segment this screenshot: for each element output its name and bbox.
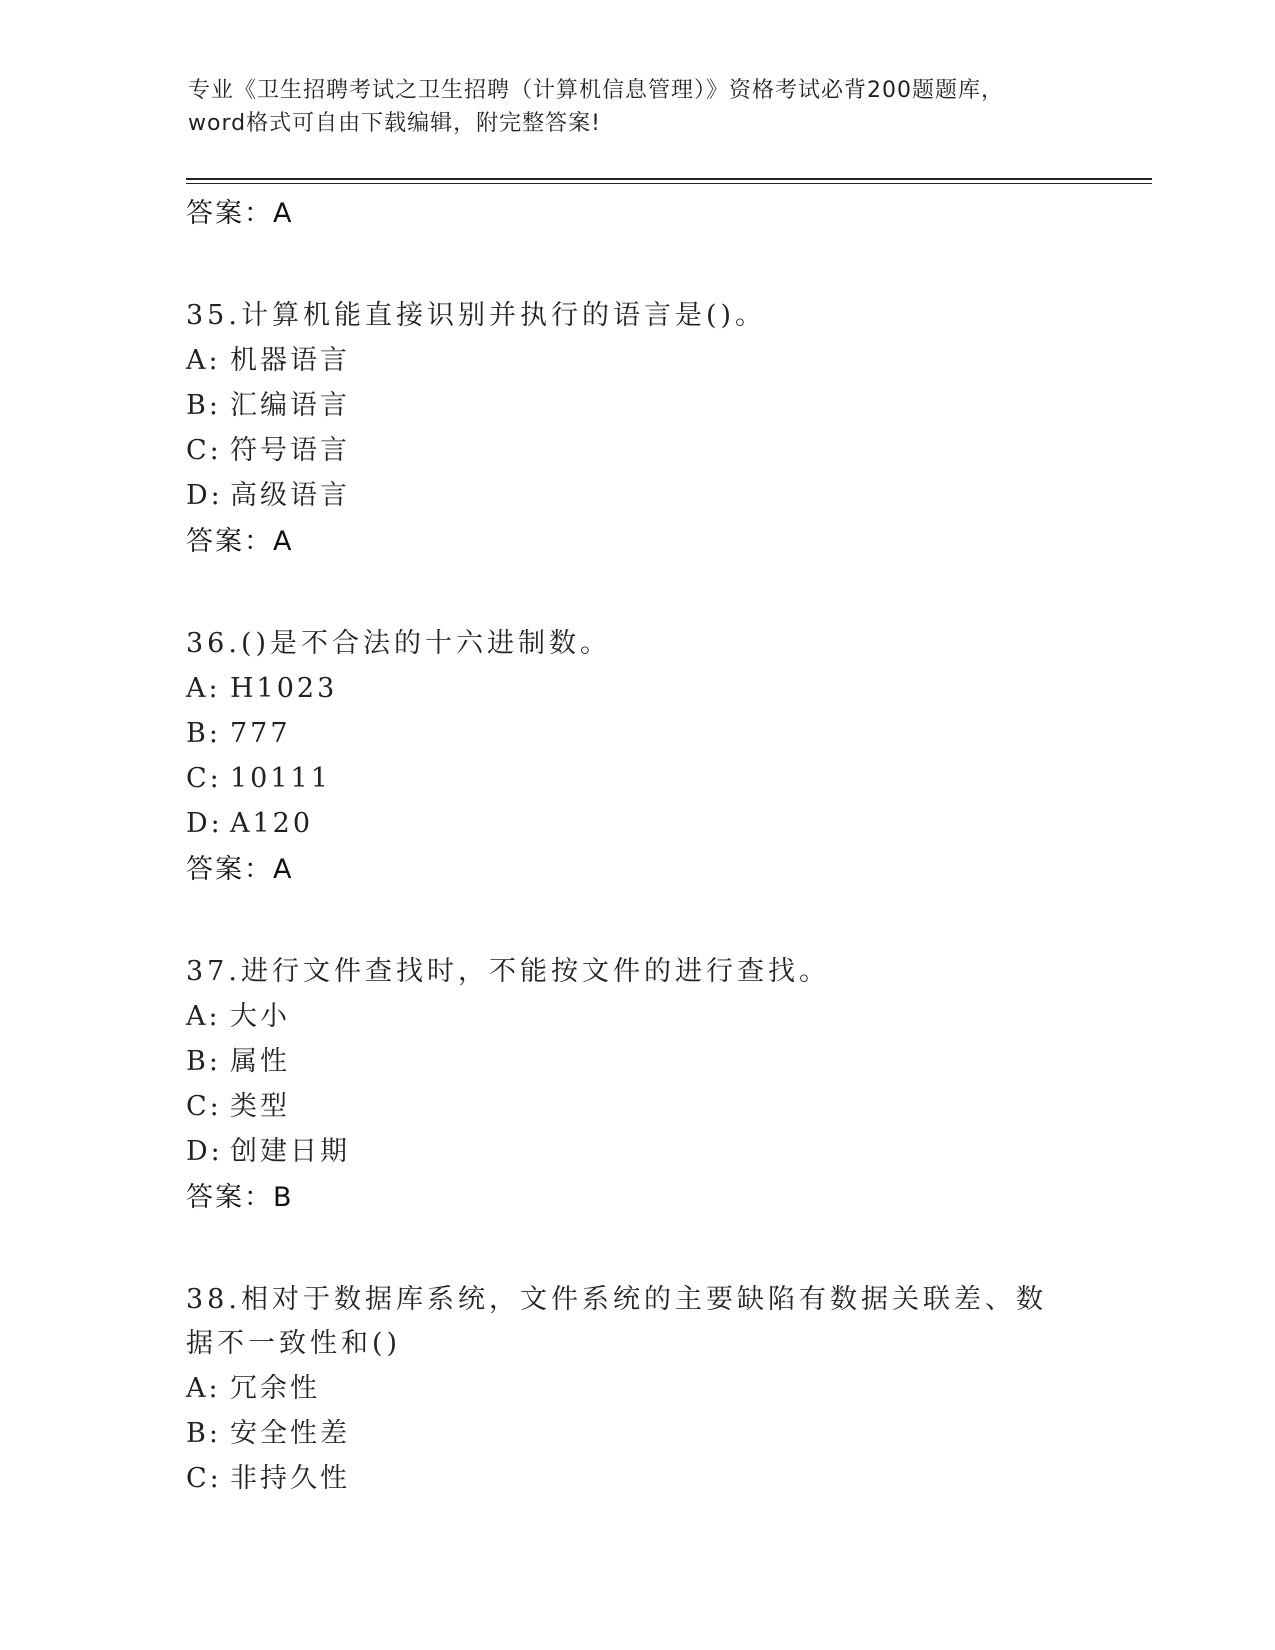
- option-letter: D:: [186, 1136, 223, 1167]
- option-d: [186, 1129, 1086, 1174]
- answer-line: 答案：B: [186, 1182, 294, 1213]
- option-letter: A:: [186, 1001, 221, 1032]
- document-body: [186, 190, 1086, 1501]
- option-letter: B:: [186, 390, 221, 421]
- option-letter: D:: [186, 808, 223, 839]
- header-divider: [186, 178, 1152, 180]
- answer-line: 答案：A: [186, 198, 294, 229]
- option-text: 10111: [230, 763, 331, 794]
- question-35: [186, 294, 1086, 566]
- option-c: [186, 428, 1086, 473]
- option-text: 777: [230, 718, 291, 749]
- question-text: 35.计算机能直接识别并执行的语言是()。: [186, 300, 767, 331]
- option-text: 符号语言: [230, 435, 350, 466]
- option-text: 非持久性: [230, 1463, 350, 1494]
- option-text: 大小: [230, 1001, 290, 1032]
- question-37: [186, 950, 1086, 1222]
- question-36: [186, 622, 1086, 894]
- option-letter: C:: [186, 1463, 222, 1494]
- answer-line: 答案：A: [186, 526, 294, 557]
- header-line-2: word格式可自由下载编辑，附完整答案!: [188, 111, 601, 136]
- option-text: 类型: [230, 1091, 290, 1122]
- question-38: [186, 1278, 1086, 1501]
- option-d: [186, 473, 1086, 518]
- option-text: 创建日期: [230, 1136, 350, 1167]
- option-c: [186, 1084, 1086, 1129]
- option-letter: C:: [186, 763, 222, 794]
- option-b: [186, 1411, 1086, 1456]
- option-a: [186, 994, 1086, 1039]
- option-text: A120: [230, 808, 314, 839]
- option-c: [186, 1456, 1086, 1501]
- question-text: 38.相对于数据库系统，文件系统的主要缺陷有数据关联差、数据不一致性和(): [186, 1284, 1047, 1359]
- option-c: [186, 756, 1086, 801]
- option-letter: B:: [186, 718, 221, 749]
- option-text: 汇编语言: [230, 390, 350, 421]
- option-text: H1023: [230, 673, 338, 704]
- option-a: [186, 1366, 1086, 1411]
- option-letter: D:: [186, 480, 223, 511]
- option-letter: A:: [186, 345, 221, 376]
- option-a: [186, 338, 1086, 383]
- header-divider-thin: [186, 183, 1152, 184]
- question-text: 37.进行文件查找时，不能按文件的进行查找。: [186, 956, 830, 987]
- option-letter: B:: [186, 1046, 221, 1077]
- option-b: [186, 383, 1086, 428]
- option-text: 机器语言: [230, 345, 350, 376]
- answer-line: 答案：A: [186, 854, 294, 885]
- option-letter: C:: [186, 1091, 222, 1122]
- question-text: 36.()是不合法的十六进制数。: [186, 628, 612, 659]
- option-a: [186, 666, 1086, 711]
- option-letter: A:: [186, 1373, 221, 1404]
- option-text: 属性: [230, 1046, 290, 1077]
- option-text: 冗余性: [230, 1373, 320, 1404]
- option-text: 安全性差: [230, 1418, 350, 1449]
- option-letter: A:: [186, 673, 221, 704]
- option-b: [186, 1039, 1086, 1084]
- option-letter: B:: [186, 1418, 221, 1449]
- document-header: [188, 74, 1108, 140]
- option-b: [186, 711, 1086, 756]
- option-d: [186, 801, 1086, 846]
- option-text: 高级语言: [230, 480, 350, 511]
- option-letter: C:: [186, 435, 222, 466]
- header-line-1: 专业《卫生招聘考试之卫生招聘（计算机信息管理）》资格考试必背200题题库，: [188, 78, 1004, 103]
